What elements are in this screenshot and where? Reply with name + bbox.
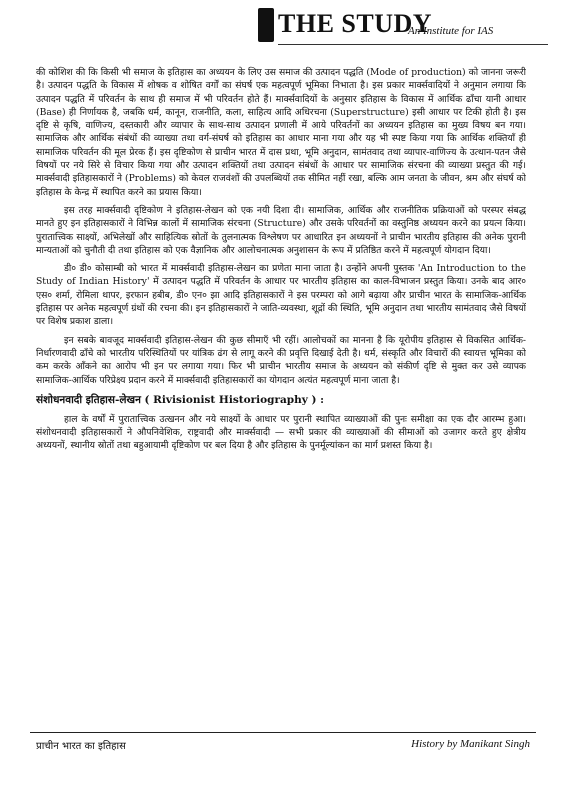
footer-rule xyxy=(30,732,536,733)
institute-logo xyxy=(258,8,558,54)
header-underline xyxy=(278,44,548,45)
logo-emblem xyxy=(258,8,274,42)
paragraph-2: इस तरह मार्क्सवादी दृष्टिकोण ने इतिहास-लेखन को एक नयी दिशा दी। सामाजिक, आर्थिक और राजनीतिक प्रक्रियाओं को परस्पर संबद्ध मानते हुए इन इतिहासकारों ने विभिन्न कालों में सामाजिक संरचना (Structure) और उसके परिवर्तनों का वस्तुनिष्ठ अध्ययन करने का प्रयत्न किया। पुरातात्त्विक साक्ष्यों, अभिलेखों और साहित्यिक स्रोतों के तुलनात्मक विश्लेषण पर आधारित इन अध्ययनों ने प्राचीन भारतीय इतिहास की अनेक पुरानी मान्यताओं को चुनौती दी तथा इतिहास को एक वैज्ञानिक और आलोचनात्मक अनुशासन के रूप में प्रतिष्ठित करने में महत्वपूर्ण योगदान दिया। xyxy=(36,204,526,256)
section-paragraph: हाल के वर्षों में पुरातात्त्विक उत्खनन और नये साक्ष्यों के आधार पर पुरानी स्थापित व्याख्याओं की पुनः समीक्षा का एक दौर आरम्भ हुआ। संशोधनवादी इतिहासकारों ने औपनिवेशिक, राष्ट्रवादी और मार्क्सवादी — सभी प्रकार की व्याख्याओं की सीमाओं को उजागर करते हुए क्षेत्रीय अध्ययनों, स्थानीय स्रोतों तथा बहुआयामी दृष्टिकोण पर बल दिया है और इतिहास के पुनर्मूल्यांकन का मार्ग प्रशस्त किया है। xyxy=(36,413,526,452)
paragraph-3: डी० डी० कोसाम्बी को भारत में मार्क्सवादी इतिहास-लेखन का प्रणेता माना जाता है। उन्होंने अपनी पुस्तक 'An Introduction to the Study of Indian History' में उत्पादन पद्धति में परिवर्तन के आधार पर भारतीय इतिहास का काल-विभाजन प्रस्तुत किया। उनके बाद आर० एस० शर्मा, रोमिला थापर, इरफान हबीब, डी० एन० झा आदि इतिहासकारों ने इस परम्परा को आगे बढ़ाया और प्राचीन भारत के सामाजिक-आर्थिक इतिहास पर अनेक महत्वपूर्ण ग्रंथों की रचना की। इन इतिहासकारों ने जाति-व्यवस्था, शूद्रों की स्थिति, भूमि अनुदान तथा भारतीय सामंतवाद जैसे विषयों पर विशेष प्रकाश डाला। xyxy=(36,263,526,328)
footer-author: History by Manikant Singh xyxy=(411,738,530,750)
footer-book-title: प्राचीन भारत का इतिहास xyxy=(36,741,126,752)
institute-title: THE STUDY xyxy=(278,9,433,38)
section-heading: संशोधनवादी इतिहास-लेखन ( Rivisionist Historiography ) : xyxy=(36,393,325,406)
institute-subtitle: An Institute for IAS xyxy=(408,25,494,37)
paragraph-1: की कोशिश की कि किसी भी समाज के इतिहास का अध्ययन के लिए उस समाज की उत्पादन पद्धति (Mode of production) को जानना जरूरी है। उत्पादन पद्धति के विकास में शोषक व शोषित वर्गों का संघर्ष एक महत्वपूर्ण भूमिका निभाता है। इस प्रकार मार्क्सवादियों ने अनुमान लगाया कि उत्पादन पद्धति में परिवर्तन के साथ ही समाज में भी परिवर्तन होते हैं। मार्क्सवादियों के अनुसार इतिहास के विकास में आर्थिक ढाँचा यानी आधार (Base) ही निर्णायक है, जबकि धर्म, कानून, राजनीति, कला, साहित्य आदि अधिरचना (Superstructure) इसी आधार पर टिकी होती है। इस दृष्टि से कृषि, वाणिज्य, दस्तकारी और व्यापार के साथ-साथ उत्पादन प्रणाली में आये परिवर्तनों का अध्ययन इतिहास का मुख्य विषय बन गया। सामाजिक और आर्थिक संबंधों की व्याख्या तथा वर्ग-संघर्ष को इतिहास का आधार माना गया और यह भी स्पष्ट किया गया कि आर्थिक शक्तियाँ ही सामाजिक परिवर्तन की मूल प्रेरक हैं। इस दृष्टिकोण से प्राचीन भारत में दास प्रथा, भूमि अनुदान, सामंतवाद तथा व्यापार-वाणिज्य के उत्थान-पतन जैसे विषयों पर नये सिरे से विचार किया गया और उत्पादन शक्तियों तथा उत्पादन संबंधों के आधार पर सामाजिक संरचना की व्याख्या प्रस्तुत की गई। मार्क्सवादी इतिहासकारों ने (Problems) को केवल राजवंशों की उपलब्धियों तक सीमित नहीं रखा, बल्कि आम जनता के जीवन, श्रम और संघर्ष को इतिहास के केन्द्र में स्थापित करने का प्रयास किया। xyxy=(36,67,526,198)
paragraph-4: इन सबके बावजूद मार्क्सवादी इतिहास-लेखन की कुछ सीमाएँ भी रहीं। आलोचकों का मानना है कि यूरोपीय इतिहास से विकसित आर्थिक-निर्धारणवादी ढाँचे को भारतीय परिस्थितियों पर यांत्रिक ढंग से लागू करने की प्रवृत्ति दिखाई देती है। धर्म, संस्कृति और विचारों की स्वायत्त भूमिका को कम करके आँकने का आरोप भी इन पर लगाया गया। फिर भी प्राचीन भारतीय समाज के अध्ययन को संकीर्ण दृष्टि से मुक्त कर उसे व्यापक सामाजिक-आर्थिक परिप्रेक्ष्य प्रदान करने में मार्क्सवादी इतिहासकारों का योगदान अत्यंत महत्वपूर्ण माना जाता है। xyxy=(36,334,526,386)
page-body xyxy=(36,66,526,728)
